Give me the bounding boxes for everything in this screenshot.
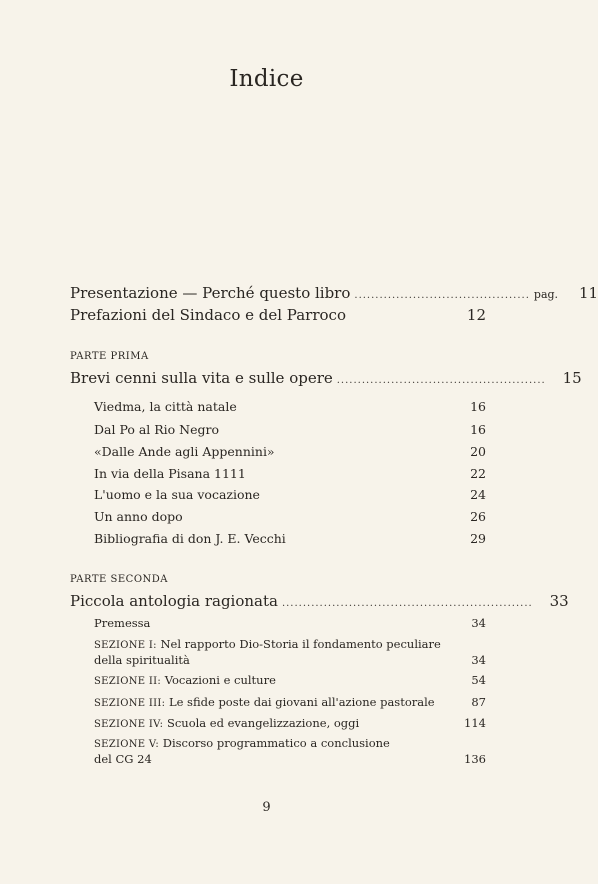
section-label: SEZIONE I: — [94, 640, 157, 651]
section-label: SEZIONE II: — [94, 676, 162, 687]
toc-entry-text: «Dalle Ande agli Appennini» — [94, 444, 275, 459]
toc-entry-text: Presentazione — Perché questo libro — [70, 284, 351, 302]
toc-section-entry — [94, 736, 486, 766]
toc-section-entry — [94, 673, 486, 687]
toc-entry-page: 22 — [470, 466, 486, 481]
toc-entry — [94, 487, 486, 502]
toc-entry-page: 29 — [470, 531, 486, 546]
toc-section-entry — [94, 637, 486, 667]
toc-entry-page: 34 — [471, 653, 486, 667]
toc-entry-page: 11 — [578, 284, 598, 302]
toc-entry-text: In via della Pisana 1111 — [94, 466, 246, 481]
section-label: SEZIONE III: — [94, 698, 166, 709]
toc-entry-page: 16 — [470, 422, 486, 437]
pag-label: pag. — [533, 288, 559, 301]
leader-dots: .................................................. — [336, 375, 546, 386]
toc-entry-prefazioni — [70, 306, 486, 324]
toc-entry-page: 12 — [466, 306, 486, 324]
toc-entry-page: 24 — [470, 487, 486, 502]
toc-entry-text: Viedma, la città natale — [94, 399, 237, 414]
section-title-line1: Nel rapporto Dio-Storia il fondamento peculiare — [160, 637, 441, 651]
toc-entry-page: 33 — [549, 592, 569, 610]
section-title-line1: Scuola ed evangelizzazione, oggi — [166, 716, 360, 730]
toc-entry-page: 136 — [464, 752, 486, 766]
section-title-line2: del CG 24 — [94, 752, 152, 766]
toc-entry-page: 114 — [464, 716, 486, 730]
section-label: SEZIONE IV: — [94, 719, 164, 730]
section-title-line1: Vocazioni e culture — [164, 673, 276, 687]
toc-entry-text: L'uomo e la sua vocazione — [94, 487, 260, 502]
toc-entry-text: Brevi cenni sulla vita e sulle opere — [70, 369, 333, 387]
toc-entry-text: Un anno dopo — [94, 509, 183, 524]
page-number: 9 — [262, 800, 271, 815]
toc-entry-text: Dal Po al Rio Negro — [94, 422, 220, 437]
toc-entry-page: 26 — [470, 509, 486, 524]
toc-entry — [94, 422, 486, 437]
toc-entry — [94, 399, 486, 414]
part-label: PARTE SECONDA — [70, 574, 169, 585]
toc-entry-page: 34 — [471, 616, 486, 630]
section-title-line2: della spiritualità — [94, 653, 190, 667]
toc-entry-text: Bibliografia di don J. E. Vecchi — [94, 531, 286, 546]
toc-entry — [94, 466, 486, 481]
leader-dots: ............................................................ — [281, 598, 533, 609]
toc-entry-premessa — [94, 616, 486, 630]
page-title: Indice — [229, 66, 304, 92]
toc-entry-page: 54 — [471, 673, 486, 687]
part-label: PARTE PRIMA — [70, 351, 149, 362]
leader-dots: .......................................... — [354, 290, 530, 301]
toc-entry-page: 20 — [470, 444, 486, 459]
toc-entry — [94, 531, 486, 546]
toc-section-entry — [94, 716, 486, 730]
toc-part-heading — [70, 369, 582, 387]
toc-section-entry — [94, 695, 486, 709]
toc-entry — [94, 509, 486, 524]
toc-entry-page: 87 — [471, 695, 486, 709]
toc-entry — [94, 444, 486, 459]
section-title-line1: Le sfide poste dai giovani all'azione pastorale — [168, 695, 435, 709]
toc-entry-text: Prefazioni del Sindaco e del Parroco — [70, 306, 346, 324]
toc-entry-text: Premessa — [94, 616, 151, 630]
section-label: SEZIONE V: — [94, 739, 160, 750]
toc-entry-presentazione — [70, 284, 598, 302]
toc-entry-page: 16 — [470, 399, 486, 414]
toc-part-heading — [70, 592, 569, 610]
section-title-line1: Discorso programmatico a conclusione — [162, 736, 390, 750]
toc-entry-page: 15 — [562, 369, 582, 387]
toc-entry-text: Piccola antologia ragionata — [70, 592, 278, 610]
